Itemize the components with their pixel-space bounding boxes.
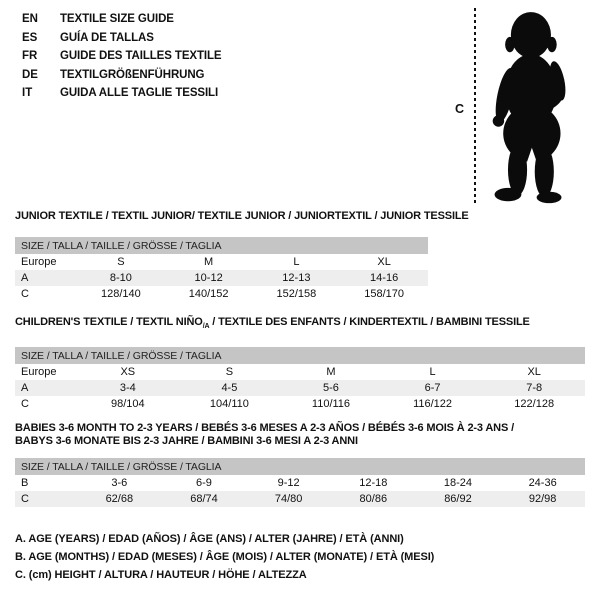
- size-cell: 4-5: [179, 380, 281, 396]
- size-cell: 74/80: [246, 491, 331, 507]
- table-header-row: [15, 458, 585, 475]
- language-code: FR: [22, 50, 38, 62]
- size-cell: 3-6: [111, 477, 128, 489]
- size-cell: 6-7: [382, 380, 484, 396]
- table-size-header: SIZE / TALLA / TAILLE / GRÖSSE / TAGLIA: [15, 347, 585, 364]
- language-code: IT: [22, 87, 33, 99]
- table-row: [15, 254, 428, 270]
- language-label: TEXTILE SIZE GUIDE: [60, 13, 174, 25]
- section-title-line: BABIES 3-6 MONTH TO 2-3 YEARS / BEBÉS 3-6 MESES A 2-3 AÑOS / BÉBÉS 3-6 MOIS À 2-3 ANS /: [15, 422, 514, 434]
- size-cell: 128/140: [100, 288, 141, 300]
- junior-size-table: [15, 237, 428, 302]
- language-code: EN: [22, 13, 38, 25]
- language-row: [22, 10, 222, 29]
- table-row: [15, 396, 585, 412]
- table-header-row: [15, 237, 428, 254]
- language-row: [22, 66, 222, 85]
- size-cell: 9-12: [277, 477, 300, 489]
- language-label: GUIDE DES TAILLES TEXTILE: [60, 50, 222, 62]
- size-cell: 5-6: [280, 380, 382, 396]
- row-label: A: [15, 380, 77, 396]
- size-cell: 68/74: [162, 491, 247, 507]
- size-cell: 6-9: [196, 477, 212, 489]
- children-size-table: [15, 347, 585, 412]
- row-label: C: [15, 491, 77, 507]
- size-cell: M: [326, 366, 336, 379]
- size-cell: 12-13: [253, 270, 341, 286]
- language-row: [22, 84, 222, 103]
- size-cell: 14-16: [340, 270, 428, 286]
- junior-textile-section: [15, 210, 469, 302]
- language-list: [22, 10, 222, 103]
- row-label: A: [15, 270, 77, 286]
- size-cell: 12-18: [359, 477, 388, 489]
- table-header-row: [15, 347, 585, 364]
- size-cell: 104/110: [209, 398, 249, 411]
- language-code: ES: [22, 31, 38, 44]
- table-size-header: SIZE / TALLA / TAILLE / GRÖSSE / TAGLIA: [15, 458, 585, 475]
- size-cell: XS: [120, 366, 136, 379]
- row-label: Europe: [21, 256, 57, 268]
- row-label: C: [21, 398, 29, 411]
- size-cell: 8-10: [77, 270, 165, 286]
- section-title: [15, 422, 585, 448]
- language-row: [22, 29, 222, 48]
- table-row: [15, 475, 585, 491]
- size-cell: 122/128: [514, 398, 555, 411]
- row-label: C: [21, 288, 29, 300]
- footnotes: [15, 530, 434, 584]
- section-title-line: JUNIOR TEXTILE / TEXTIL JUNIOR/ TEXTILE JUNIOR / JUNIORTEXTIL / JUNIOR TESSILE: [15, 210, 469, 222]
- height-measure-figure: [448, 6, 588, 210]
- footnote: B. AGE (MONTHS) / EDAD (MESES) / ÂGE (MOIS) / ALTER (MONATE) / ETÀ (MESI): [15, 551, 435, 563]
- dashed-measure-line: [474, 8, 476, 206]
- table-row: [15, 364, 585, 380]
- size-cell: 158/170: [364, 288, 404, 300]
- babies-size-table: [15, 458, 585, 507]
- size-cell: M: [204, 256, 214, 268]
- language-label: GUÍA DE TALLAS: [60, 31, 154, 44]
- language-code: DE: [22, 68, 38, 81]
- size-cell: 116/122: [413, 398, 453, 411]
- size-cell: XL: [377, 256, 391, 268]
- section-title: [15, 210, 469, 223]
- row-label: Europe: [21, 366, 57, 379]
- measure-c-label: C: [455, 102, 465, 116]
- table-row: [15, 380, 585, 396]
- size-cell: 62/68: [77, 491, 162, 507]
- size-cell: 92/98: [500, 491, 585, 507]
- table-size-header: SIZE / TALLA / TAILLE / GRÖSSE / TAGLIA: [15, 237, 428, 254]
- size-cell: XL: [527, 366, 541, 379]
- table-row: [15, 270, 428, 286]
- section-title: [15, 316, 585, 333]
- language-label: GUIDA ALLE TAGLIE TESSILI: [60, 87, 219, 99]
- size-cell: 86/92: [416, 491, 501, 507]
- toddler-silhouette-image: [486, 6, 572, 207]
- size-cell: 80/86: [331, 491, 416, 507]
- language-row: [22, 47, 222, 66]
- section-title-line: BABYS 3-6 MONATE BIS 2-3 JAHRE / BAMBINI 3-6 MESI A 2-3 ANNI: [15, 435, 358, 447]
- size-cell: 10-12: [165, 270, 253, 286]
- size-cell: 24-36: [528, 477, 557, 489]
- table-row: [15, 491, 585, 507]
- size-cell: S: [117, 256, 125, 268]
- footnote: C. (cm) HEIGHT / ALTURA / HAUTEUR / HÖHE / ALTEZZA: [15, 569, 307, 581]
- size-cell: 140/152: [188, 288, 229, 300]
- language-label: TEXTILGRÖßENFÜHRUNG: [60, 68, 205, 81]
- size-cell: 110/116: [311, 398, 351, 411]
- size-cell: 98/104: [110, 398, 145, 411]
- size-cell: 3-4: [77, 380, 179, 396]
- footnote: A. AGE (YEARS) / EDAD (AÑOS) / ÂGE (ANS) / ALTER (JAHRE) / ETÀ (ANNI): [15, 533, 404, 545]
- babies-textile-section: [15, 422, 585, 507]
- row-label: B: [21, 477, 29, 489]
- size-cell: S: [225, 366, 234, 379]
- size-cell: 7-8: [483, 380, 585, 396]
- size-cell: 18-24: [443, 477, 473, 489]
- size-cell: L: [429, 366, 436, 379]
- children-textile-section: [15, 316, 585, 412]
- section-title-line: CHILDREN'S TEXTILE / TEXTIL $NIÑO_{/A}$ / TEXTILE DES ENFANTS / KINDERTEXTIL / BAMBINI TESSILE: [15, 316, 530, 331]
- size-cell: 152/158: [276, 288, 317, 300]
- size-cell: L: [293, 256, 300, 268]
- table-row: [15, 286, 428, 302]
